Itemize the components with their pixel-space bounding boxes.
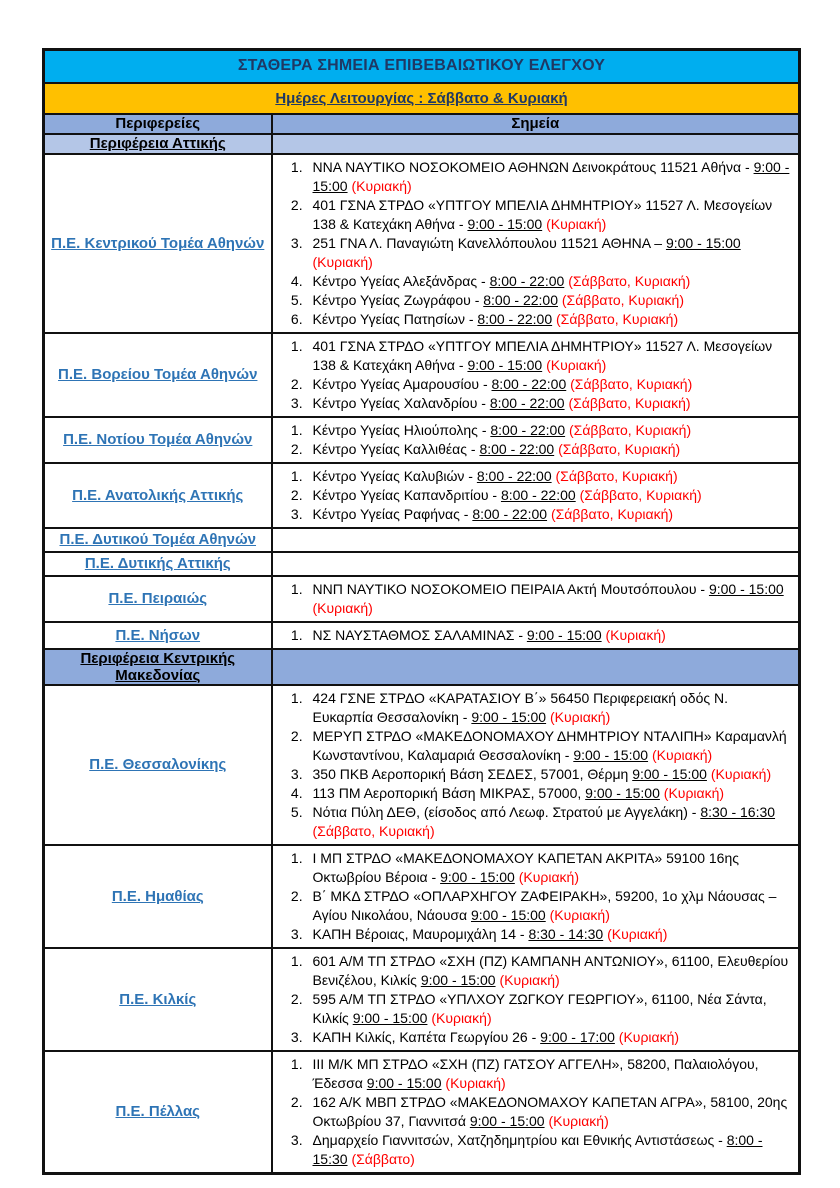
point-time: 8:00 - 22:00 — [489, 394, 565, 411]
region-label: Π.Ε. Νήσων — [115, 626, 201, 644]
point-text: Β΄ ΜΚΔ ΣΤΡΔΟ «ΟΠΛΑΡΧΗΓΟΥ ΖΑΦΕΙΡΑΚΗ», 59200, 1ο χλμ Νάουσας – Αγίου Νικολάου, Νάουσα — [312, 887, 777, 923]
point-text: Κέντρο Υγείας Πατησίων - — [312, 310, 478, 327]
points-list — [273, 579, 799, 619]
point-days: (Κυριακή) — [499, 971, 560, 988]
title-band — [44, 50, 800, 83]
point-time: 8:00 - 22:00 — [491, 375, 567, 392]
section-row — [44, 134, 800, 154]
points-cell — [272, 528, 800, 552]
point-item — [307, 1055, 791, 1093]
point-days: (Σάββατο, Κυριακή) — [570, 375, 693, 392]
region-label: Π.Ε. Πειραιώς — [108, 590, 208, 607]
section-label: Περιφέρεια Αττικής — [89, 135, 226, 152]
point-days: (Κυριακή) — [618, 1028, 680, 1045]
region-row — [44, 333, 800, 417]
point-time: 9:00 - 15:00 — [526, 626, 602, 643]
point-item — [307, 440, 791, 459]
points-list — [273, 420, 799, 460]
region-label-cell — [44, 552, 272, 576]
point-text: Κέντρο Υγείας Αλεξάνδρας - — [312, 272, 490, 289]
point-text: ΚΑΠΗ Βέροιας, Μαυρομιχάλη 14 - — [312, 925, 529, 942]
point-text: ΙΙΙ Μ/Κ ΜΠ ΣΤΡΔΟ «ΣΧΗ (ΠΖ) ΓΑΤΣΟΥ ΑΓΓΕΛΗ», 58200, Παλαιολόγου, Έδεσσα — [312, 1055, 759, 1091]
point-time: 8:00 - 22:00 — [477, 310, 553, 327]
point-time: 9:00 - 15:00 — [366, 1074, 442, 1091]
point-text: 401 ΓΣΝΑ ΣΤΡΔΟ «ΥΠΤΓΟΥ ΜΠΕΛΙΑ ΔΗΜΗΤΡΙΟΥ» 11527 Λ. Μεσογείων 138 & Κατεχάκη Αθήνα - — [312, 337, 773, 373]
points-cell — [272, 845, 800, 948]
operating-days-cell — [44, 83, 800, 114]
point-days: (Σάββατο, Κυριακή) — [568, 272, 691, 289]
region-label: Π.Ε. Ημαθίας — [111, 887, 204, 905]
points-cell — [272, 685, 800, 845]
control-points-table — [42, 48, 801, 1175]
region-label: Π.Ε. Ανατολικής Αττικής — [72, 486, 244, 504]
point-item — [307, 196, 791, 234]
point-item — [307, 626, 791, 645]
point-days: (Κυριακή) — [607, 925, 668, 942]
point-text: 350 ΠΚΒ Αεροπορική Βάση ΣΕΔΕΣ, 57001, Θέρμη — [312, 765, 633, 782]
point-item — [307, 375, 791, 394]
points-cell — [272, 154, 800, 333]
point-text: ΜΕΡΥΠ ΣΤΡΔΟ «ΜΑΚΕΔΟΝΟΜΑΧΟΥ ΔΗΜΗΤΡΙΟΥ ΝΤΑΛΙΠΗ» Καραμανλή Κωνσταντίνου, Καλαμαριά Θεσσαλονίκη - — [312, 727, 787, 763]
section-label: Περιφέρεια Κεντρικής Μακεδονίας — [80, 649, 236, 684]
point-time: 9:00 - 15:00 — [470, 906, 546, 923]
point-time: 9:00 - 15:00 — [467, 356, 543, 373]
point-item — [307, 310, 791, 329]
column-header-row — [44, 114, 800, 134]
region-label-cell — [44, 685, 272, 845]
point-days: (Κυριακή) — [548, 1112, 609, 1129]
point-time: 9:00 - 15:00 — [708, 580, 784, 597]
point-text: 162 Α/Κ ΜΒΠ ΣΤΡΔΟ «ΜΑΚΕΔΟΝΟΜΑΧΟΥ ΚΑΠΕΤΑΝ ΑΓΡΑ», 58100, 20ης Οκτωβρίου 37, Γιαννιτσά — [312, 1093, 788, 1129]
point-time: 9:00 - 15:00 — [632, 765, 707, 782]
point-time: 9:00 - 15:00 — [467, 215, 543, 232]
point-item — [307, 394, 791, 413]
point-item — [307, 1028, 791, 1047]
point-item — [307, 486, 791, 505]
point-days: (Κυριακή) — [605, 626, 666, 643]
section-label-cell — [44, 134, 272, 154]
point-days: (Κυριακή) — [663, 784, 725, 801]
region-label-cell — [44, 1051, 272, 1174]
region-label: Π.Ε. Βορείου Τομέα Αθηνών — [58, 366, 258, 383]
point-days: (Σάββατο, Κυριακή) — [568, 394, 691, 411]
section-empty-cell — [272, 134, 800, 154]
column-header-regions: Περιφερείες — [44, 114, 272, 134]
point-item — [307, 803, 791, 841]
points-list — [273, 688, 799, 842]
point-text: ΝΝΠ ΝΑΥΤΙΚΟ ΝΟΣΟΚΟΜΕΙΟ ΠΕΙΡΑΙΑ Ακτή Μουτσόπουλου - — [312, 580, 709, 597]
points-cell — [272, 333, 800, 417]
region-label: Π.Ε. Δυτικής Αττικής — [84, 555, 231, 572]
point-text: 251 ΓΝΑ Λ. Παναγιώτη Κανελλόπουλου 11521 ΑΘΗΝΑ – — [312, 234, 666, 251]
point-text: 424 ΓΣΝΕ ΣΤΡΔΟ «ΚΑΡΑΤΑΣΙΟΥ Β΄» 56450 Περιφερειακή οδός Ν. Ευκαρπία Θεσσαλονίκη - — [312, 689, 728, 725]
region-row — [44, 417, 800, 463]
point-item — [307, 467, 791, 486]
region-label-cell — [44, 333, 272, 417]
point-text: Κέντρο Υγείας Καπανδριτίου - — [312, 486, 501, 503]
point-time: 8:00 - 22:00 — [500, 486, 576, 503]
region-label-cell — [44, 528, 272, 552]
point-text: Δημαρχείο Γιαννιτσών, Χατζηδημητρίου και Εθνικής Αντιστάσεως - — [312, 1131, 727, 1148]
point-days: (Κυριακή) — [549, 906, 610, 923]
point-days: (Κυριακή) — [351, 177, 412, 194]
point-text: ΝΣ ΝΑΥΣΤΑΘΜΟΣ ΣΑΛΑΜΙΝΑΣ - — [312, 626, 527, 643]
point-item — [307, 887, 791, 925]
point-text: Κέντρο Υγείας Χαλανδρίου - — [312, 394, 490, 411]
point-time: 9:00 - 15:00 — [665, 234, 741, 251]
point-item — [307, 234, 791, 272]
region-label-cell — [44, 845, 272, 948]
point-item — [307, 1093, 791, 1131]
point-item — [307, 272, 791, 291]
point-item — [307, 849, 791, 887]
point-item — [307, 952, 791, 990]
point-text: Κέντρο Υγείας Ραφήνας - — [312, 505, 473, 522]
point-text: Κέντρο Υγείας Αμαρουσίου - — [312, 375, 492, 392]
point-days: (Κυριακή) — [431, 1009, 492, 1026]
point-days: (Κυριακή) — [710, 765, 772, 782]
region-label: Π.Ε. Πέλλας — [115, 1103, 200, 1120]
region-row — [44, 154, 800, 333]
section-empty-cell — [272, 649, 800, 685]
region-label-cell — [44, 154, 272, 333]
point-text: Ι ΜΠ ΣΤΡΔΟ «ΜΑΚΕΔΟΝΟΜΑΧΟΥ ΚΑΠΕΤΑΝ ΑΚΡΙΤΑ» 59100 16ης Οκτωβρίου Βέροια - — [312, 849, 740, 885]
points-list — [273, 848, 799, 945]
points-cell — [272, 417, 800, 463]
point-text: 113 ΠΜ Αεροπορική Βάση ΜΙΚΡΑΣ, 57000, — [312, 784, 586, 801]
point-days: (Σάββατο, Κυριακή) — [555, 467, 678, 484]
region-label: Π.Ε. Νοτίου Τομέα Αθηνών — [63, 431, 253, 448]
point-days: (Σάββατο, Κυριακή) — [579, 486, 702, 503]
point-time: 8:00 - 15:30 — [312, 1131, 763, 1167]
point-text: Κέντρο Υγείας Ηλιούπολης - — [312, 421, 491, 438]
point-time: 8:30 - 14:30 — [528, 925, 604, 942]
point-text: ΚΑΠΗ Κιλκίς, Καπέτα Γεωργίου 26 - — [312, 1028, 541, 1045]
point-days: (Σάββατο, Κυριακή) — [569, 421, 692, 438]
point-time: 9:00 - 15:00 — [471, 708, 547, 725]
points-cell — [272, 622, 800, 649]
region-label: Π.Ε. Δυτικού Τομέα Αθηνών — [59, 531, 257, 548]
region-row — [44, 622, 800, 649]
point-time: 8:00 - 22:00 — [476, 467, 552, 484]
point-item — [307, 784, 791, 803]
point-days: (Κυριακή) — [445, 1074, 506, 1091]
point-item — [307, 158, 791, 196]
point-days: (Σάββατο) — [351, 1150, 415, 1167]
points-cell — [272, 576, 800, 622]
point-time: 9:00 - 15:00 — [573, 746, 649, 763]
point-text: 595 Α/Μ ΤΠ ΣΤΡΔΟ «ΥΠΛΧΟΥ ΖΩΓΚΟΥ ΓΕΩΡΓΙΟΥ», 61100, Νέα Σάντα, Κιλκίς — [312, 990, 767, 1026]
point-days: (Κυριακή) — [546, 215, 607, 232]
region-label: Π.Ε. Κιλκίς — [119, 990, 197, 1008]
point-item — [307, 421, 791, 440]
region-row — [44, 948, 800, 1051]
region-row — [44, 463, 800, 528]
point-time: 9:00 - 15:00 — [585, 784, 660, 801]
point-days: (Σάββατο, Κυριακή) — [561, 291, 684, 308]
points-list — [273, 157, 799, 330]
region-label-cell — [44, 576, 272, 622]
points-cell — [272, 463, 800, 528]
point-item — [307, 1131, 791, 1169]
point-item — [307, 765, 791, 784]
point-days: (Κυριακή) — [651, 746, 713, 763]
point-days: (Σάββατο, Κυριακή) — [550, 505, 674, 522]
point-time: 9:00 - 15:00 — [352, 1009, 428, 1026]
point-days: (Κυριακή) — [518, 868, 579, 885]
point-item — [307, 727, 791, 765]
points-cell — [272, 948, 800, 1051]
region-row — [44, 552, 800, 576]
point-days: (Κυριακή) — [312, 599, 373, 616]
point-time: 9:00 - 15:00 — [312, 158, 790, 194]
point-time: 8:00 - 22:00 — [483, 291, 558, 308]
table-body — [44, 50, 800, 1174]
section-label-cell — [44, 649, 272, 685]
point-item — [307, 925, 791, 944]
point-item — [307, 689, 791, 727]
point-item — [307, 337, 791, 375]
region-row — [44, 685, 800, 845]
point-time: 8:00 - 22:00 — [489, 272, 565, 289]
region-label: Π.Ε. Θεσσαλονίκης — [89, 756, 227, 773]
points-cell — [272, 552, 800, 576]
points-list — [273, 336, 799, 414]
region-row — [44, 1051, 800, 1174]
point-time: 8:00 - 22:00 — [472, 505, 548, 522]
point-text: Κέντρο Υγείας Καλυβιών - — [312, 467, 477, 484]
page-title: ΣΤΑΘΕΡΑ ΣΗΜΕΙΑ ΕΠΙΒΕΒΑΙΩΤΙΚΟΥ ΕΛΕΓΧΟΥ — [44, 50, 800, 83]
region-row — [44, 528, 800, 552]
point-time: 9:00 - 15:00 — [469, 1112, 545, 1129]
region-row — [44, 845, 800, 948]
point-time: 9:00 - 15:00 — [420, 971, 496, 988]
point-text: Κέντρο Υγείας Καλλιθέας - — [312, 440, 480, 457]
operating-days-label: Ημέρες Λειτουργίας : Σάββατο & Κυριακή — [275, 89, 568, 107]
points-list — [273, 466, 799, 525]
point-text: 601 Α/Μ ΤΠ ΣΤΡΔΟ «ΣΧΗ (ΠΖ) ΚΑΜΠΑΝΗ ΑΝΤΩΝΙΟΥ», 61100, Ελευθερίου Βενιζέλου, Κιλκίς — [312, 952, 789, 988]
point-days: (Σάββατο, Κυριακή) — [312, 822, 435, 839]
region-label-cell — [44, 463, 272, 528]
point-item — [307, 291, 791, 310]
point-days: (Κυριακή) — [312, 253, 373, 270]
point-days: (Κυριακή) — [546, 356, 607, 373]
points-cell — [272, 1051, 800, 1174]
region-label: Π.Ε. Κεντρικού Τομέα Αθηνών — [51, 234, 265, 252]
point-days: (Σάββατο, Κυριακή) — [556, 310, 679, 327]
point-text: Νότια Πύλη ΔΕΘ, (είσοδος από Λεωφ. Στρατού με Αγγελάκη) - — [312, 803, 701, 820]
point-text: ΝΝΑ ΝΑΥΤΙΚΟ ΝΟΣΟΚΟΜΕΙΟ ΑΘΗΝΩΝ Δεινοκράτους 11521 Αθήνα - — [312, 158, 754, 175]
region-label-cell — [44, 417, 272, 463]
point-time: 8:30 - 16:30 — [700, 803, 776, 820]
point-time: 9:00 - 17:00 — [540, 1028, 615, 1045]
region-label-cell — [44, 948, 272, 1051]
point-item — [307, 505, 791, 524]
column-header-points: Σημεία — [272, 114, 800, 134]
points-list — [273, 951, 799, 1048]
section-row — [44, 649, 800, 685]
region-label-cell — [44, 622, 272, 649]
points-list — [273, 1054, 799, 1170]
point-days: (Κυριακή) — [549, 708, 611, 725]
point-text: Κέντρο Υγείας Ζωγράφου - — [312, 291, 484, 308]
point-time: 8:00 - 22:00 — [490, 421, 566, 438]
operating-days-band — [44, 83, 800, 114]
point-item — [307, 580, 791, 618]
point-time: 8:00 - 22:00 — [479, 440, 555, 457]
region-row — [44, 576, 800, 622]
points-list — [273, 625, 799, 646]
point-days: (Σάββατο, Κυριακή) — [558, 440, 681, 457]
point-text: 401 ΓΣΝΑ ΣΤΡΔΟ «ΥΠΤΓΟΥ ΜΠΕΛΙΑ ΔΗΜΗΤΡΙΟΥ» 11527 Λ. Μεσογείων 138 & Κατεχάκη Αθήνα - — [312, 196, 773, 232]
point-time: 9:00 - 15:00 — [440, 868, 515, 885]
point-item — [307, 990, 791, 1028]
